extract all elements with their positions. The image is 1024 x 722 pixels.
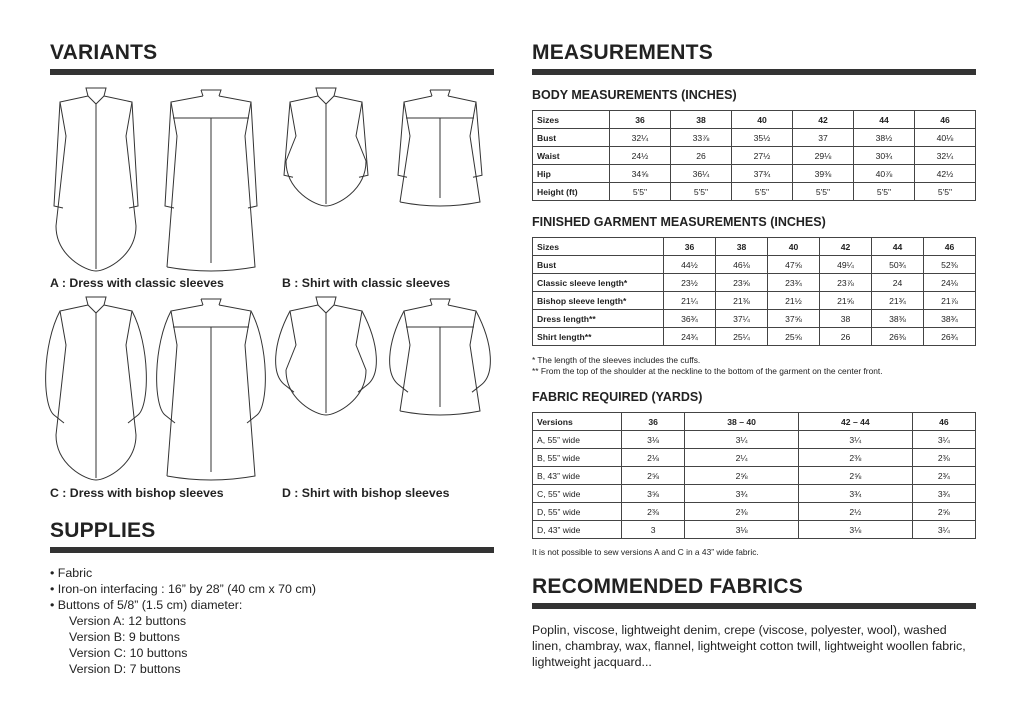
table-cell: 21¼: [664, 292, 716, 310]
table-header-cell: Sizes: [533, 238, 664, 256]
table-cell: 24⅛: [924, 274, 976, 292]
table-row: [533, 431, 976, 449]
variants-heading: VARIANTS: [50, 41, 158, 64]
sleeve-right: [472, 311, 490, 392]
sketch-b-front: [284, 88, 368, 206]
table-cell: Height (ft): [533, 183, 610, 201]
table-header-row: [533, 413, 976, 431]
table-cell: 3¼: [912, 431, 975, 449]
table-cell: 32¼: [915, 147, 976, 165]
table-cell: 21⅝: [820, 292, 872, 310]
table-row: [533, 256, 976, 274]
table-cell: Bishop sleeve length*: [533, 292, 664, 310]
table-cell: 30¾: [854, 147, 915, 165]
table-cell: 3¾: [685, 485, 799, 503]
finished-notes: [532, 355, 992, 377]
table-cell: 21½: [768, 292, 820, 310]
button-count: Version D: 7 buttons: [69, 662, 181, 676]
sketch-a-back: [165, 90, 257, 271]
table-cell: 37¼: [716, 310, 768, 328]
table-cell: 2⅛: [622, 449, 685, 467]
table-row: [533, 310, 976, 328]
sleeve-left: [54, 102, 63, 208]
variant-label-d: D : Shirt with bishop sleeves: [282, 486, 450, 500]
sketch-d-back: [390, 299, 491, 415]
table-cell: 2½: [798, 503, 912, 521]
table-cell: 2¾: [912, 467, 975, 485]
table-header-cell: 46: [912, 413, 975, 431]
table-cell: D, 55” wide: [533, 503, 622, 521]
table-cell: 37⅝: [768, 310, 820, 328]
table-cell: 24: [872, 274, 924, 292]
table-cell: 5'5": [671, 183, 732, 201]
table-cell: 32¼: [610, 129, 671, 147]
table-cell: 26⅜: [872, 328, 924, 346]
table-cell: A, 55” wide: [533, 431, 622, 449]
table-cell: 2⅜: [798, 449, 912, 467]
table-header-cell: 46: [924, 238, 976, 256]
sketch-d-front: [276, 297, 377, 415]
table-row: [533, 165, 976, 183]
table-cell: 26: [820, 328, 872, 346]
finished-measurements-title: FINISHED GARMENT MEASUREMENTS (INCHES): [532, 215, 826, 229]
measurements-rule: [532, 69, 976, 75]
table-cell: 34⅝: [610, 165, 671, 183]
table-cell: 23⅞: [820, 274, 872, 292]
table-cell: D, 43” wide: [533, 521, 622, 539]
table-row: [533, 292, 976, 310]
table-header-cell: 38: [671, 111, 732, 129]
measurements-heading: MEASUREMENTS: [532, 41, 713, 64]
table-cell: 3⅛: [798, 521, 912, 539]
table-header-cell: Versions: [533, 413, 622, 431]
table-cell: 21⅞: [924, 292, 976, 310]
note-sleeves: * The length of the sleeves includes the cuffs.: [532, 355, 701, 365]
note-length: ** From the top of the shoulder at the neckline to the bottom of the garment on the center front.: [532, 366, 883, 376]
table-cell: 3⅝: [622, 485, 685, 503]
table-row: [533, 449, 976, 467]
supplies-list: [50, 565, 316, 677]
table-cell: C, 55” wide: [533, 485, 622, 503]
sketch-b-back: [398, 90, 482, 206]
table-cell: 3¼: [912, 521, 975, 539]
sketch-c-back: [157, 299, 266, 480]
table-cell: 49¼: [820, 256, 872, 274]
table-header-cell: 44: [872, 238, 924, 256]
table-cell: Bust: [533, 129, 610, 147]
table-cell: 24¾: [664, 328, 716, 346]
table-cell: 3: [622, 521, 685, 539]
table-cell: 37: [793, 129, 854, 147]
table-cell: 44½: [664, 256, 716, 274]
table-header-cell: 36: [664, 238, 716, 256]
sleeve-left: [276, 311, 294, 392]
table-row: [533, 183, 976, 201]
table-cell: 33⅞: [671, 129, 732, 147]
sleeve-right: [358, 311, 376, 392]
table-cell: 25⅝: [768, 328, 820, 346]
table-cell: 38½: [854, 129, 915, 147]
collar-back: [430, 90, 450, 96]
sleeve-left: [390, 311, 408, 392]
table-cell: 2⅜: [685, 503, 799, 521]
sleeve-right: [129, 102, 138, 208]
table-cell: 26¾: [924, 328, 976, 346]
fabric-note: It is not possible to sew versions A and C in a 43” wide fabric.: [532, 547, 759, 557]
table-header-cell: 42: [793, 111, 854, 129]
table-cell: 36¾: [664, 310, 716, 328]
table-row: [533, 503, 976, 521]
table-header-cell: 38: [716, 238, 768, 256]
collar: [316, 297, 336, 313]
fabric-required-title: FABRIC REQUIRED (YARDS): [532, 390, 703, 404]
table-cell: 5'5": [610, 183, 671, 201]
table-row: [533, 147, 976, 165]
table-cell: 2⅝: [912, 503, 975, 521]
body-measurements-title: BODY MEASUREMENTS (INCHES): [532, 88, 737, 102]
table-cell: 42½: [915, 165, 976, 183]
collar-back: [201, 299, 221, 305]
table-header-cell: 46: [915, 111, 976, 129]
sleeve-left: [46, 311, 64, 423]
table-header-cell: 36: [610, 111, 671, 129]
table-cell: 35½: [732, 129, 793, 147]
table-row: [533, 328, 976, 346]
supplies-rule: [50, 547, 494, 553]
table-cell: B, 43” wide: [533, 467, 622, 485]
collar: [86, 88, 106, 104]
table-header-cell: 40: [732, 111, 793, 129]
table-cell: 3⅛: [622, 431, 685, 449]
table-cell: 26: [671, 147, 732, 165]
table-cell: Hip: [533, 165, 610, 183]
table-cell: Dress length**: [533, 310, 664, 328]
supply-item: • Buttons of 5/8” (1.5 cm) diameter:: [50, 598, 243, 612]
table-cell: 27½: [732, 147, 793, 165]
table-row: [533, 129, 976, 147]
table-cell: 3¾: [798, 485, 912, 503]
table-cell: 50¾: [872, 256, 924, 274]
table-header-cell: 40: [768, 238, 820, 256]
table-cell: 38⅜: [872, 310, 924, 328]
button-count: Version B: 9 buttons: [69, 630, 180, 644]
table-cell: 3¼: [798, 431, 912, 449]
supplies-heading: SUPPLIES: [50, 519, 156, 542]
sketch-c-front: [46, 297, 147, 480]
table-cell: 5'5": [915, 183, 976, 201]
recommended-heading: RECOMMENDED FABRICS: [532, 575, 803, 598]
table-cell: Shirt length**: [533, 328, 664, 346]
table-cell: 2⅝: [622, 467, 685, 485]
fabric-required-table: [532, 412, 976, 539]
table-header-cell: 42: [820, 238, 872, 256]
table-cell: 24½: [610, 147, 671, 165]
table-cell: 2⅜: [912, 449, 975, 467]
table-cell: B, 55” wide: [533, 449, 622, 467]
table-cell: 29⅛: [793, 147, 854, 165]
table-cell: 3¾: [912, 485, 975, 503]
table-cell: Waist: [533, 147, 610, 165]
table-cell: 5'5": [854, 183, 915, 201]
table-cell: 37¾: [732, 165, 793, 183]
variant-label-b: B : Shirt with classic sleeves: [282, 276, 451, 290]
supply-item: • Fabric: [50, 566, 93, 580]
table-cell: 2⅜: [622, 503, 685, 521]
supply-item: • Iron-on interfacing : 16” by 28” (40 cm x 70 cm): [50, 582, 317, 596]
collar: [86, 297, 106, 313]
table-cell: Bust: [533, 256, 664, 274]
table-cell: 23½: [664, 274, 716, 292]
table-header-row: [533, 238, 976, 256]
button-count: Version A: 12 buttons: [69, 614, 187, 628]
table-header-cell: 42 – 44: [798, 413, 912, 431]
button-count: Version C: 10 buttons: [69, 646, 188, 660]
table-header-cell: Sizes: [533, 111, 610, 129]
table-row: [533, 485, 976, 503]
table-cell: 46⅛: [716, 256, 768, 274]
variant-label-a: A : Dress with classic sleeves: [50, 276, 224, 290]
variant-label-c: C : Dress with bishop sleeves: [50, 486, 224, 500]
table-cell: 21¾: [872, 292, 924, 310]
table-cell: 36¼: [671, 165, 732, 183]
table-cell: 2⅝: [685, 467, 799, 485]
table-cell: 25¼: [716, 328, 768, 346]
collar-back: [430, 299, 450, 305]
collar-back: [201, 90, 221, 96]
table-cell: 38: [820, 310, 872, 328]
table-cell: 2¼: [685, 449, 799, 467]
table-row: [533, 274, 976, 292]
sketch-a-front: [54, 88, 138, 271]
table-header-row: [533, 111, 976, 129]
table-cell: 5'5": [793, 183, 854, 201]
table-cell: 23¾: [768, 274, 820, 292]
table-cell: 47⅝: [768, 256, 820, 274]
body-measurements-table: [532, 110, 976, 201]
table-header-cell: 44: [854, 111, 915, 129]
table-cell: 38¾: [924, 310, 976, 328]
table-cell: 23⅝: [716, 274, 768, 292]
sleeve-right: [128, 311, 146, 423]
table-cell: 40⅞: [854, 165, 915, 183]
table-cell: 5'5": [732, 183, 793, 201]
table-cell: 21⅜: [716, 292, 768, 310]
recommended-text: Poplin, viscose, lightweight denim, crepe (viscose, polyester, wool), washed linen, chambray, wax, flannel, lightweight cotton twill, lightweight woollen fabric, lightweight jacquard...: [532, 623, 966, 669]
recommended-rule: [532, 603, 976, 609]
table-cell: 39⅜: [793, 165, 854, 183]
table-cell: 3⅛: [685, 521, 799, 539]
table-cell: 3¼: [685, 431, 799, 449]
table-row: [533, 467, 976, 485]
table-cell: 2⅝: [798, 467, 912, 485]
table-cell: Classic sleeve length*: [533, 274, 664, 292]
table-row: [533, 521, 976, 539]
finished-measurements-table: [532, 237, 976, 346]
collar: [316, 88, 336, 104]
table-header-cell: 36: [622, 413, 685, 431]
table-header-cell: 38 – 40: [685, 413, 799, 431]
table-cell: 40⅛: [915, 129, 976, 147]
table-cell: 52⅜: [924, 256, 976, 274]
